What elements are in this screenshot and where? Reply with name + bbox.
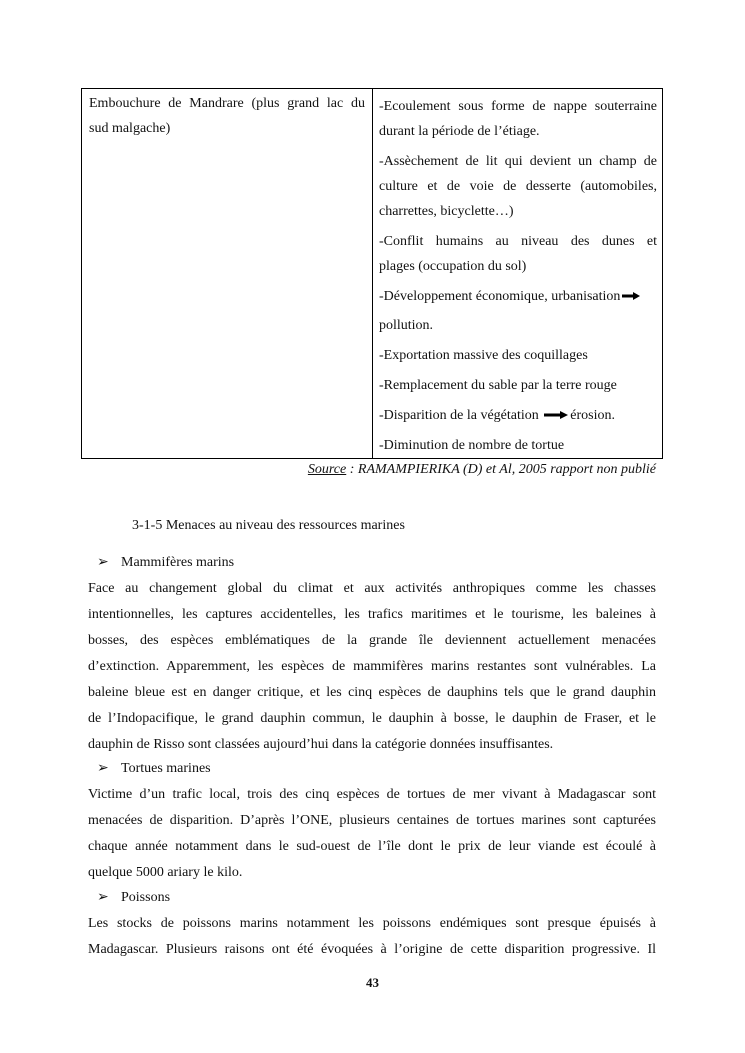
text-line: bosses, des espèces emblématiques de la grande île deviennent actuellement menacées <box>88 633 656 648</box>
table-source <box>308 462 656 478</box>
site-cell <box>89 91 365 141</box>
right-arrow-icon <box>544 411 568 419</box>
cell-line: -Exportation massive des coquillages <box>379 347 588 363</box>
threat-item <box>379 226 657 281</box>
bullet-heading <box>97 554 234 571</box>
column-divider <box>372 89 373 458</box>
cell-line <box>379 282 657 311</box>
cell-line: Embouchure de Mandrare (plus grand lac du <box>89 96 365 111</box>
text-line: intentionnelles, les captures accidentelles, les trafics maritimes et le tourisme, les baleines à <box>88 607 656 622</box>
cell-text: érosion. <box>570 407 616 423</box>
threat-item <box>379 370 657 400</box>
page-number: 43 <box>366 975 379 990</box>
text-line: d’extinction. Apparemment, les espèces de mammifères marins restantes sont vulnérables. La <box>88 659 656 674</box>
heading-text: Poissons <box>121 890 171 905</box>
cell-line: charrettes, bicyclette…) <box>379 203 514 219</box>
paragraph <box>88 911 656 963</box>
cell-line: plages (occupation du sol) <box>379 258 527 274</box>
source-text: : RAMAMPIERIKA (D) et Al, 2005 rapport non publié <box>346 462 656 477</box>
threat-item <box>379 281 657 340</box>
cell-line: -Assèchement de lit qui devient un champ de <box>379 153 657 169</box>
cell-line: culture et de voie de desserte (automobiles, <box>379 178 657 194</box>
cell-line: -Remplacement du sable par la terre rouge <box>379 377 617 393</box>
cell-line: durant la période de l’étiage. <box>379 123 540 139</box>
text-line: Les stocks de poissons marins notamment les poissons endémiques sont presque épuisés à <box>88 916 656 931</box>
text-line: quelque 5000 ariary le kilo. <box>88 865 243 880</box>
right-arrow-icon <box>622 292 640 300</box>
bullet-heading <box>97 760 211 777</box>
section-subheading: 3-1-5 Menaces au niveau des ressources marines <box>132 518 405 533</box>
text-line: de l’Indopacifique, le grand dauphin commun, le dauphin à bosse, le dauphin de Fraser, et le <box>88 711 656 726</box>
paragraph <box>88 782 656 886</box>
cell-line <box>379 403 657 428</box>
threats-table <box>81 88 663 459</box>
heading-text: Mammifères marins <box>121 555 235 570</box>
text-line: Madagascar. Plusieurs raisons ont été évoquées à l’origine de cette disparition progressive. Il <box>88 942 656 957</box>
source-label: Source <box>307 462 347 477</box>
bullet-heading <box>97 889 170 906</box>
text-line: Face au changement global du climat et aux activités anthropiques comme les chasses <box>88 581 656 596</box>
bullet-icon: ➢ <box>97 761 109 776</box>
threats-cell <box>379 91 657 460</box>
cell-line: sud malgache) <box>89 121 171 136</box>
bullet-icon: ➢ <box>97 555 109 570</box>
bullet-icon: ➢ <box>97 890 109 905</box>
cell-line: -Conflit humains au niveau des dunes et <box>379 233 657 249</box>
text-line: chaque année notamment dans le sud-ouest de l’île dont le prix de leur viande est écoulé à <box>88 839 656 854</box>
threat-item <box>379 400 657 430</box>
cell-line: pollution. <box>379 317 434 333</box>
threat-item <box>379 146 657 226</box>
cell-line: -Ecoulement sous forme de nappe souterraine <box>379 98 657 114</box>
threat-item <box>379 340 657 370</box>
threat-item <box>379 91 657 146</box>
cell-text: -Développement économique, urbanisation <box>379 288 621 304</box>
text-line: Victime d’un trafic local, trois des cinq espèces de tortues de mer vivant à Madagascar sont <box>88 787 656 802</box>
text-line: menacées de disparition. D’après l’ONE, plusieurs centaines de tortues marines sont capturées <box>88 813 656 828</box>
paragraph <box>88 576 656 758</box>
text-line: dauphin de Risso sont classées aujourd’hui dans la catégorie données insuffisantes. <box>88 737 554 752</box>
heading-text: Tortues marines <box>121 761 211 776</box>
cell-line: -Diminution de nombre de tortue <box>379 437 565 453</box>
threat-item <box>379 430 657 460</box>
cell-text: -Disparition de la végétation <box>379 407 539 423</box>
text-line: baleine bleue est en danger critique, et les cinq espèces de dauphins tels que le grand dauphin <box>88 685 656 700</box>
